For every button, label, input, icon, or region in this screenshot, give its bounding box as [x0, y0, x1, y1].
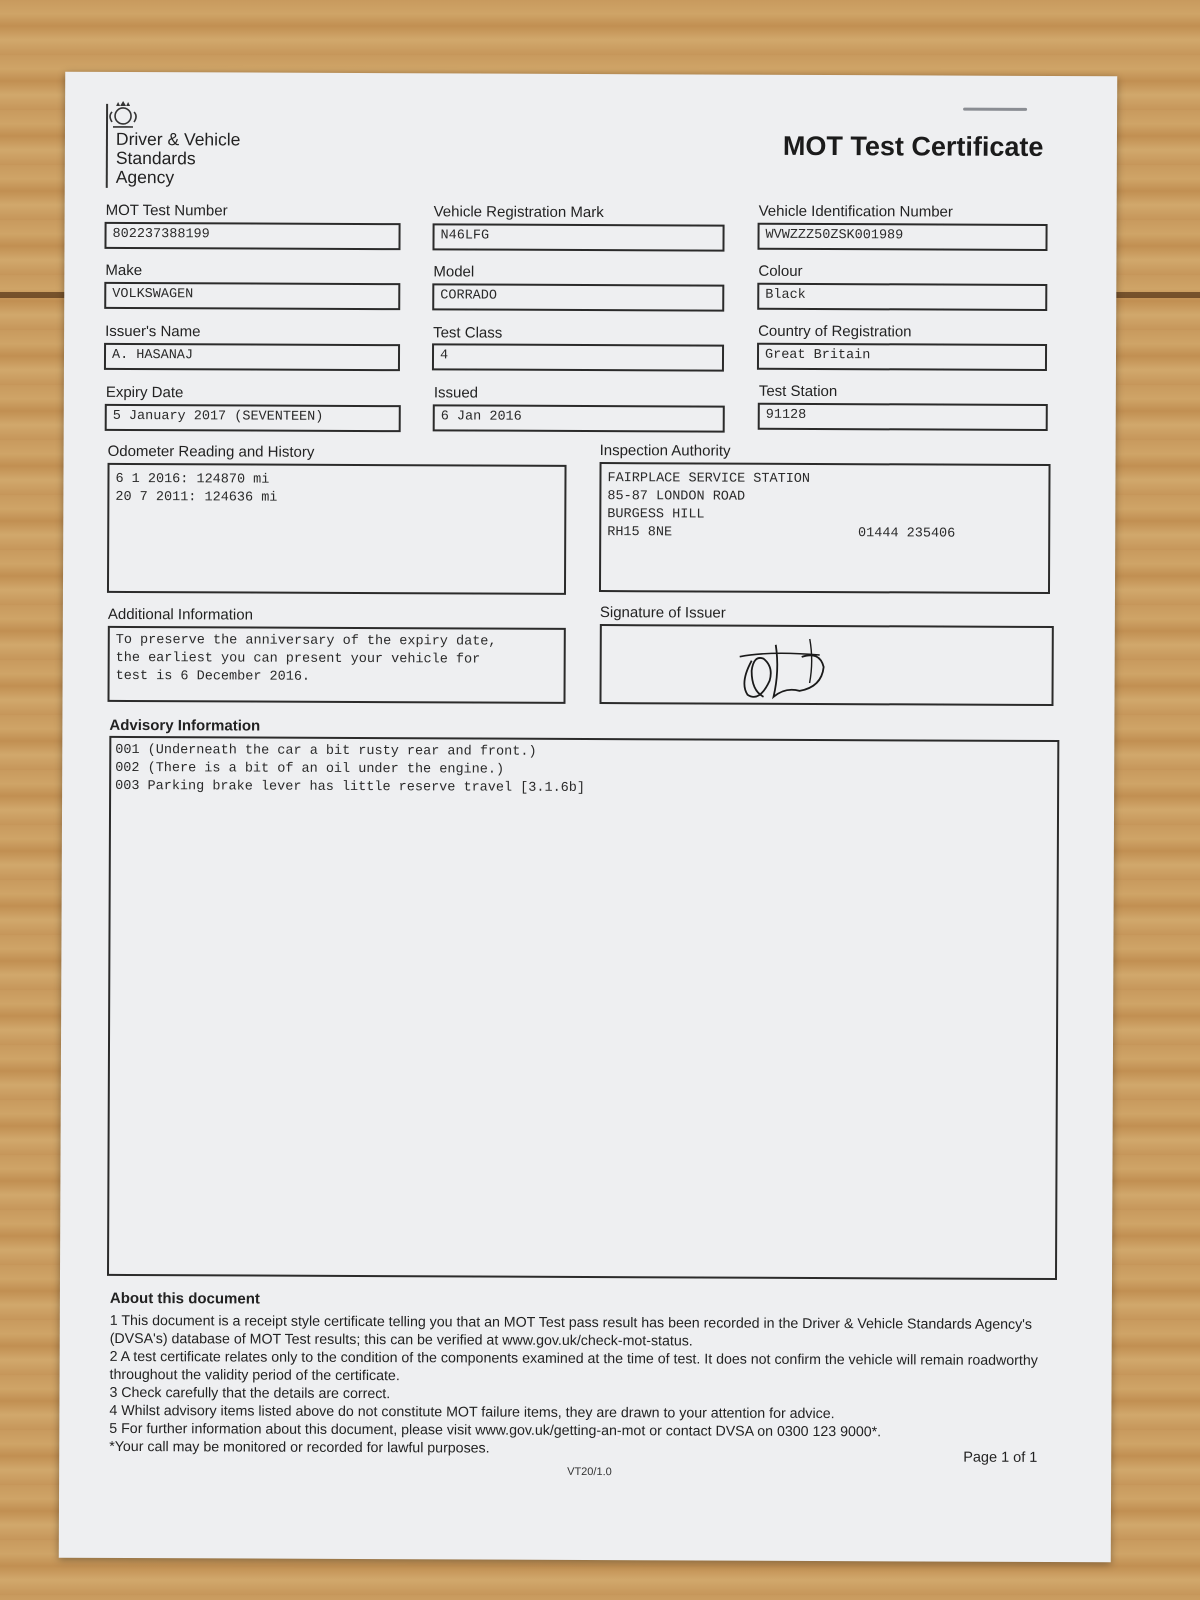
advisory-item: 002 (There is a bit of an oil under the engine.): [115, 760, 505, 778]
odometer-label: Odometer Reading and History: [107, 442, 315, 461]
odometer-entry: 20 7 2011: 124636 mi: [115, 489, 278, 506]
issued-label: Issued: [433, 384, 479, 402]
inspection-authority-address: [607, 470, 955, 544]
make-field: [104, 282, 400, 310]
vin-field: [757, 223, 1047, 251]
issued-value: 6 Jan 2016: [440, 409, 522, 425]
test-station-value: 91128: [765, 407, 807, 423]
address-line: BURGESS HILL: [607, 507, 705, 523]
about-section: [109, 1290, 1070, 1460]
issuer-name-field: [104, 343, 400, 371]
expiry-date-label: Expiry Date: [105, 383, 184, 402]
expiry-date-value: 5 January 2017 (SEVENTEEN): [112, 408, 324, 425]
handwritten-signature: [729, 631, 839, 707]
form-code: VT20/1.0: [567, 1465, 612, 1479]
phone-number: 01444 235406: [858, 526, 956, 542]
registration-mark-value: N46LFG: [440, 228, 490, 244]
agency-name: Driver & Vehicle Standards Agency: [115, 128, 241, 188]
advisory-label: Advisory Information: [109, 716, 261, 735]
additional-info-text: To preserve the anniversary of the expiry date, the earliest you can present your vehicle for test is 6 December 2016.: [115, 632, 497, 685]
test-class-value: 4: [439, 348, 449, 364]
about-item: 4 Whilst advisory items listed above do not constitute MOT failure items, they are drawn to your attention for advice.: [109, 1402, 835, 1423]
advisory-box: [107, 736, 1059, 1280]
about-item: 1 This document is a receipt style certificate telling you that an MOT Test pass result has been recorded in the Driver & Vehicle Standards Agency's (DVSA's) database of MOT Test results; this can be verified at www.gov.uk/check-mot-status.: [109, 1312, 1033, 1350]
about-item: 3 Check carefully that the details are correct.: [109, 1384, 391, 1403]
about-item: 2 A test certificate relates only to the condition of the components examined at the time of test. It does not confirm the vehicle will remain roadworthy throughout the validity period of the certificate.: [109, 1348, 1038, 1385]
about-heading: About this document: [109, 1289, 260, 1308]
country-label: Country of Registration: [758, 322, 912, 341]
model-label: Model: [433, 263, 475, 281]
postcode-line: [607, 524, 955, 544]
mot-test-number-field: [104, 222, 400, 250]
advisory-list: [115, 742, 585, 798]
address-line: 85-87 LONDON ROAD: [607, 489, 746, 505]
model-field: [432, 283, 724, 311]
postcode: RH15 8NE: [607, 525, 673, 541]
advisory-item: 001 (Underneath the car a bit rusty rear and front.): [115, 742, 537, 760]
colour-label: Colour: [758, 262, 803, 280]
document-title: MOT Test Certificate: [782, 130, 1044, 162]
issued-field: [433, 404, 725, 432]
signature-box: [599, 624, 1053, 706]
expiry-date-field: [105, 404, 401, 432]
issuer-name-value: A. HASANAJ: [111, 347, 194, 364]
page-number: Page 1 of 1: [963, 1449, 1038, 1466]
certificate-page: [59, 72, 1117, 1563]
additional-info-box: [107, 626, 565, 704]
odometer-history: [115, 471, 277, 508]
inspection-authority-label: Inspection Authority: [599, 442, 731, 460]
vin-label: Vehicle Identification Number: [758, 202, 953, 221]
registration-mark-label: Vehicle Registration Mark: [433, 203, 604, 222]
vin-value: WVWZZZ50ZSK001989: [765, 227, 904, 244]
staple: [963, 108, 1027, 111]
about-footnote: *Your call may be monitored or recorded for lawful purposes.: [109, 1438, 490, 1457]
dvsa-logo: [106, 104, 241, 189]
colour-field: [757, 283, 1047, 311]
about-item: 5 For further information about this document, please visit www.gov.uk/getting-an-mot or contact DVSA on 0300 123 9000*.: [109, 1420, 882, 1441]
inspection-authority-box: [599, 462, 1051, 594]
test-class-label: Test Class: [433, 324, 503, 342]
signature-label: Signature of Issuer: [599, 604, 726, 622]
country-field: [757, 343, 1047, 371]
test-class-field: [432, 343, 724, 371]
test-station-field: [758, 403, 1048, 431]
issuer-name-label: Issuer's Name: [105, 322, 201, 341]
odometer-entry: 6 1 2016: 124870 mi: [115, 471, 270, 488]
additional-info-label: Additional Information: [107, 605, 254, 624]
make-value: VOLKSWAGEN: [112, 286, 194, 303]
registration-mark-field: [432, 223, 724, 251]
mot-test-number-label: MOT Test Number: [105, 201, 228, 220]
make-label: Make: [105, 261, 143, 280]
colour-value: Black: [765, 287, 806, 303]
advisory-item: 003 Parking brake lever has little reserve travel [3.1.6b]: [115, 778, 586, 796]
station-name: FAIRPLACE SERVICE STATION: [607, 471, 811, 487]
model-value: CORRADO: [440, 288, 498, 304]
mot-test-number-value: 802237388199: [112, 226, 210, 243]
test-station-label: Test Station: [758, 382, 838, 401]
royal-crest-icon: [106, 100, 140, 130]
odometer-box: [107, 463, 567, 595]
country-value: Great Britain: [764, 347, 871, 364]
